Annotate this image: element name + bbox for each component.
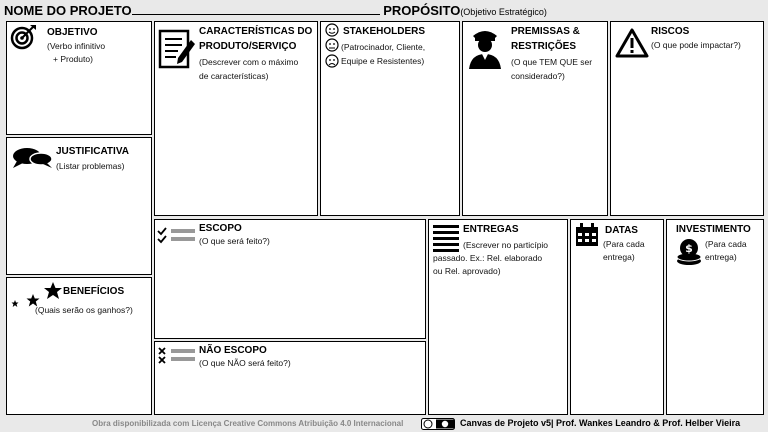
datas-hint-1: (Para cada — [603, 239, 645, 249]
nao-escopo-title: NÃO ESCOPO — [199, 345, 267, 356]
justificativa-title: JUSTIFICATIVA — [56, 146, 129, 157]
box-stakeholders[interactable] — [320, 21, 460, 216]
faces-icon — [324, 23, 340, 69]
box-objetivo[interactable] — [6, 21, 152, 135]
document-edit-icon — [158, 28, 196, 70]
credit-text: Canvas de Projeto v5| Prof. Wankes Leandro & Prof. Helber Vieira — [460, 418, 741, 428]
project-name-line[interactable] — [132, 2, 380, 15]
box-caracteristicas[interactable] — [154, 21, 318, 216]
caracteristicas-hint-1: (Descrever com o máximo — [199, 57, 299, 67]
box-justificativa[interactable] — [6, 137, 152, 275]
entregas-hint-3: ou Rel. aprovado) — [433, 266, 501, 276]
escopo-title: ESCOPO — [199, 223, 242, 234]
box-nao-escopo[interactable] — [154, 341, 426, 415]
caracteristicas-hint-2: de características) — [199, 71, 269, 81]
beneficios-title: BENEFÍCIOS — [63, 286, 125, 297]
stakeholders-hint-1: (Patrocinador, Cliente, — [341, 42, 426, 52]
warning-icon — [615, 28, 649, 58]
project-label: NOME DO PROJETO — [4, 3, 132, 18]
box-datas[interactable] — [570, 219, 664, 415]
premissas-hint-2: considerado?) — [511, 71, 565, 81]
riscos-title: RISCOS — [651, 26, 690, 37]
objetivo-hint-2: + Produto) — [53, 54, 93, 64]
escopo-hint: (O que será feito?) — [199, 236, 270, 246]
police-officer-icon — [467, 26, 503, 70]
purpose-hint: (Objetivo Estratégico) — [460, 7, 547, 17]
caracteristicas-title-1: CARACTERÍSTICAS DO — [199, 26, 313, 37]
datas-title: DATAS — [605, 225, 638, 236]
x-list-icon — [157, 346, 197, 366]
box-investimento[interactable] — [666, 219, 764, 415]
target-icon — [10, 24, 38, 50]
nao-escopo-hint: (O que NÃO será feito?) — [199, 358, 291, 368]
box-premissas[interactable] — [462, 21, 608, 216]
investimento-hint-1: (Para cada — [705, 239, 747, 249]
entregas-title: ENTREGAS — [463, 224, 519, 235]
caracteristicas-title-2: PRODUTO/SERVIÇO — [199, 41, 297, 52]
premissas-hint-1: (O que TEM QUE ser — [511, 57, 593, 67]
svg-text:$: $ — [685, 242, 693, 255]
box-beneficios[interactable] — [6, 277, 152, 415]
premissas-title-1: PREMISSAS & — [511, 26, 580, 37]
stakeholders-hint-2: Equipe e Resistentes) — [341, 56, 425, 66]
riscos-hint: (O que pode impactar?) — [651, 40, 741, 50]
beneficios-hint: (Quais serão os ganhos?) — [35, 305, 133, 315]
investimento-title: INVESTIMENTO — [676, 224, 751, 235]
datas-hint-2: entrega) — [603, 252, 635, 262]
entregas-hint-2: passado. Ex.: Rel. elaborado — [433, 253, 543, 263]
license-text: Obra disponibilizada com Licença Creative Commons Atribuição 4.0 Internacional — [92, 419, 404, 428]
objetivo-hint-1: (Verbo infinitivo — [47, 41, 106, 51]
coins-icon — [675, 238, 703, 266]
footer — [0, 416, 768, 432]
box-entregas[interactable] — [428, 219, 568, 415]
box-riscos[interactable] — [610, 21, 764, 216]
calendar-icon — [575, 223, 599, 247]
header — [4, 2, 764, 20]
investimento-hint-2: entrega) — [705, 252, 737, 262]
cc-license-icon[interactable] — [421, 418, 455, 430]
entregas-hint-1: (Escrever no particípio — [463, 240, 549, 250]
stakeholders-title: STAKEHOLDERS — [343, 26, 426, 37]
checklist-icon — [157, 226, 197, 246]
list-lines-icon — [433, 224, 459, 254]
premissas-title-2: RESTRIÇÕES — [511, 41, 577, 52]
justificativa-hint: (Listar problemas) — [56, 161, 125, 171]
speech-bubbles-icon — [11, 146, 55, 170]
box-escopo[interactable] — [154, 219, 426, 339]
objetivo-title: OBJETIVO — [47, 27, 98, 38]
purpose-label: PROPÓSITO — [383, 3, 461, 18]
